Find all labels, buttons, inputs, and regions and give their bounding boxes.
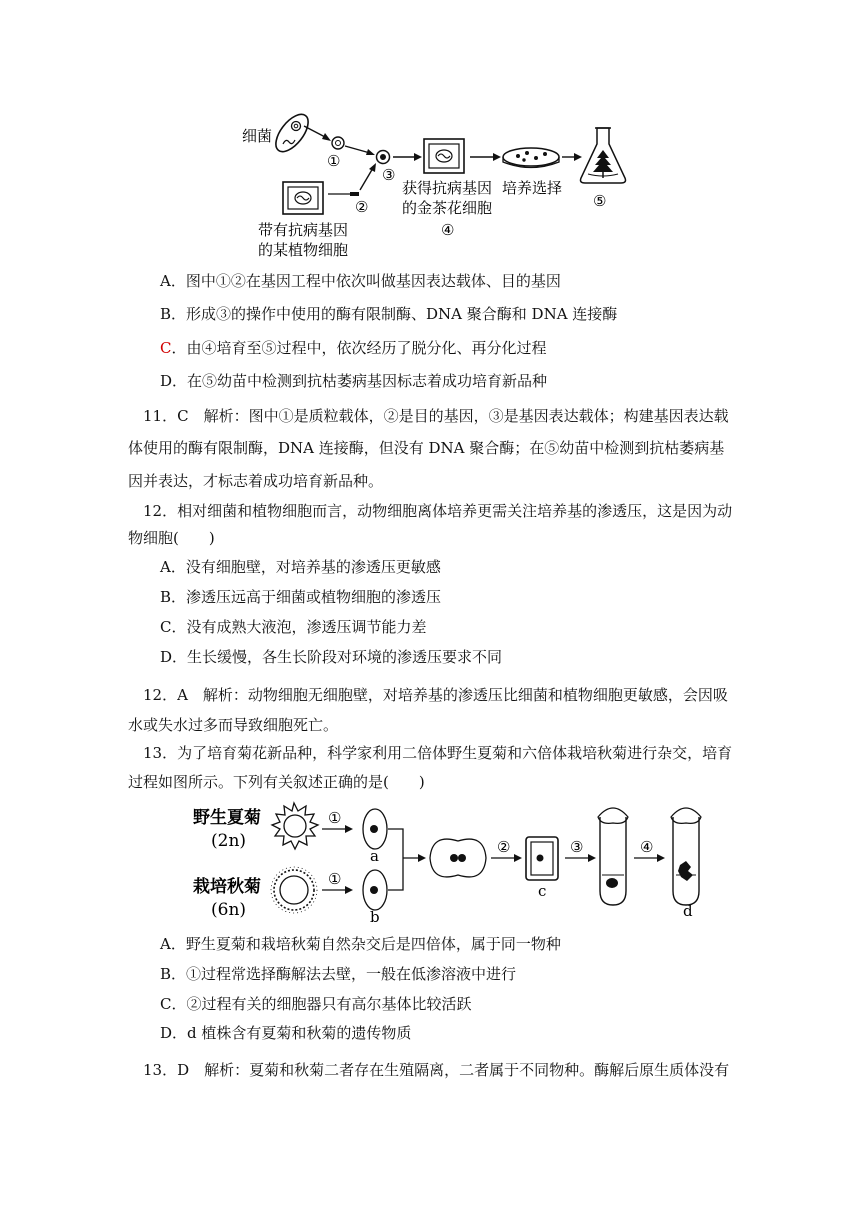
num-5: ⑤ (593, 192, 607, 210)
protoplast-b-icon (363, 870, 387, 910)
plant-cell-icon (283, 182, 323, 214)
bacteria-icon (270, 109, 314, 157)
q13-stem-line-2: 过程如图所示。下列有关叙述正确的是( ) (128, 773, 425, 791)
num-2: ② (355, 198, 369, 216)
option-letter-answer: C (160, 339, 172, 357)
num-4: ④ (441, 221, 455, 239)
q13-option-a: A．野生夏菊和栽培秋菊自然杂交后是四倍体，属于同一物种 (160, 935, 561, 953)
q12-option-c: C．没有成熟大液泡，渗透压调节能力差 (160, 618, 427, 636)
label-d: d (683, 902, 693, 920)
q13-option-b: B．①过程常选择酶解法去壁，一般在低渗溶液中进行 (160, 965, 517, 983)
recombinant-plasmid-icon (377, 151, 390, 164)
q11-option-d (160, 371, 547, 391)
camellia-cell-icon (424, 139, 464, 173)
q12-option-d: D．生长缓慢，各生长阶段对环境的渗透压要求不同 (160, 648, 503, 666)
plasmid-icon (332, 137, 344, 149)
step-1-bottom: ① (328, 870, 342, 888)
q12-answer-line-2: 水或失水过多而导致细胞死亡。 (128, 716, 339, 734)
q11-answer-line-2: 体使用的酶有限制酶，DNA 连接酶，但没有 DNA 聚合酶；在⑤幼苗中检测到抗枯萎病基 (128, 439, 725, 457)
step-1-top: ① (328, 809, 342, 827)
camellia-cell-label-1: 获得抗病基因 (402, 179, 493, 197)
protoplast-a-icon (363, 809, 387, 849)
option-text: 在⑤幼苗中检测到抗枯萎病基因标志着成功培育新品种 (187, 372, 548, 390)
bacteria-label: 细菌 (242, 127, 273, 145)
num-1: ① (327, 152, 341, 170)
fusing-cell-icon (430, 839, 486, 877)
step-4: ④ (640, 838, 654, 856)
petri-dish-icon (503, 148, 559, 168)
q13-option-c: C．②过程有关的细胞器只有高尔基体比较活跃 (160, 995, 472, 1013)
q12-stem-line-1: 12．相对细菌和植物细胞而言，动物细胞离体培养更需关注培养基的渗透压，这是因为动 (143, 502, 733, 520)
num-3: ③ (382, 166, 396, 184)
label-a: a (370, 847, 379, 865)
q11-answer-line-3: 因并表达，才标志着成功培育新品种。 (128, 472, 384, 490)
option-text: ．由④培育至⑤过程中，依次经历了脱分化、再分化过程 (171, 339, 547, 357)
q11-option-c (160, 338, 547, 358)
option-text: 形成③的操作中使用的酶有限制酶、DNA 聚合酶和 DNA 连接酶 (186, 305, 618, 323)
plant-cell-label-1: 带有抗病基因 (258, 221, 349, 239)
label-c: c (538, 882, 547, 900)
q13-answer-line-1: 13．D 解析：夏菊和秋菊二者存在生殖隔离，二者属于不同物种。酶解后原生质体没有 (143, 1061, 730, 1079)
wild-flower-icon (272, 803, 318, 849)
q12-stem-line-2: 物细胞( ) (128, 529, 215, 547)
q11-answer-line-1: 11．C 解析：图中①是质粒载体，②是目的基因，③是基因表达载体；构建基因表达载 (143, 407, 729, 425)
option-letter: B． (160, 305, 187, 323)
label-b: b (370, 908, 380, 925)
test-tube-plantlet-icon (671, 808, 701, 905)
cultivated-flower-icon (271, 867, 317, 913)
q13-stem-line-1: 13．为了培育菊花新品种，科学家利用二倍体野生夏菊和六倍体栽培秋菊进行杂交，培育 (143, 744, 733, 762)
q13-option-d: D．d 植株含有夏菊和秋菊的遗传物质 (160, 1024, 412, 1042)
wild-chrysanthemum-label: 野生夏菊 (193, 808, 261, 828)
flask-seedling-icon (581, 128, 626, 183)
chrysanthemum-fusion-diagram (0, 795, 860, 925)
option-letter: A． (160, 272, 186, 290)
q11-option-a (160, 271, 561, 291)
genetic-engineering-diagram (0, 0, 860, 262)
target-gene-icon (350, 192, 359, 196)
step-3: ③ (570, 838, 584, 856)
cultivated-ploidy-label: (6n) (211, 900, 247, 920)
hybrid-cell-c-icon (526, 837, 558, 880)
q12-option-a: A．没有细胞壁，对培养基的渗透压更敏感 (160, 558, 441, 576)
camellia-cell-label-2: 的金茶花细胞 (402, 199, 493, 217)
wild-ploidy-label: (2n) (211, 831, 247, 851)
q12-option-b: B．渗透压远高于细菌或植物细胞的渗透压 (160, 588, 442, 606)
test-tube-callus-icon (598, 808, 628, 905)
option-letter: D． (160, 372, 188, 390)
q12-answer-line-1: 12．A 解析：动物细胞无细胞壁，对培养基的渗透压比细菌和植物细胞更敏感，会因吸 (143, 686, 728, 704)
plant-cell-label-2: 的某植物细胞 (258, 241, 349, 259)
option-text: 图中①②在基因工程中依次叫做基因表达载体、目的基因 (185, 272, 561, 290)
step-2: ② (497, 838, 511, 856)
cultivated-chrysanthemum-label: 栽培秋菊 (193, 877, 261, 897)
culture-label: 培养选择 (502, 179, 563, 197)
q11-option-b (160, 304, 617, 324)
